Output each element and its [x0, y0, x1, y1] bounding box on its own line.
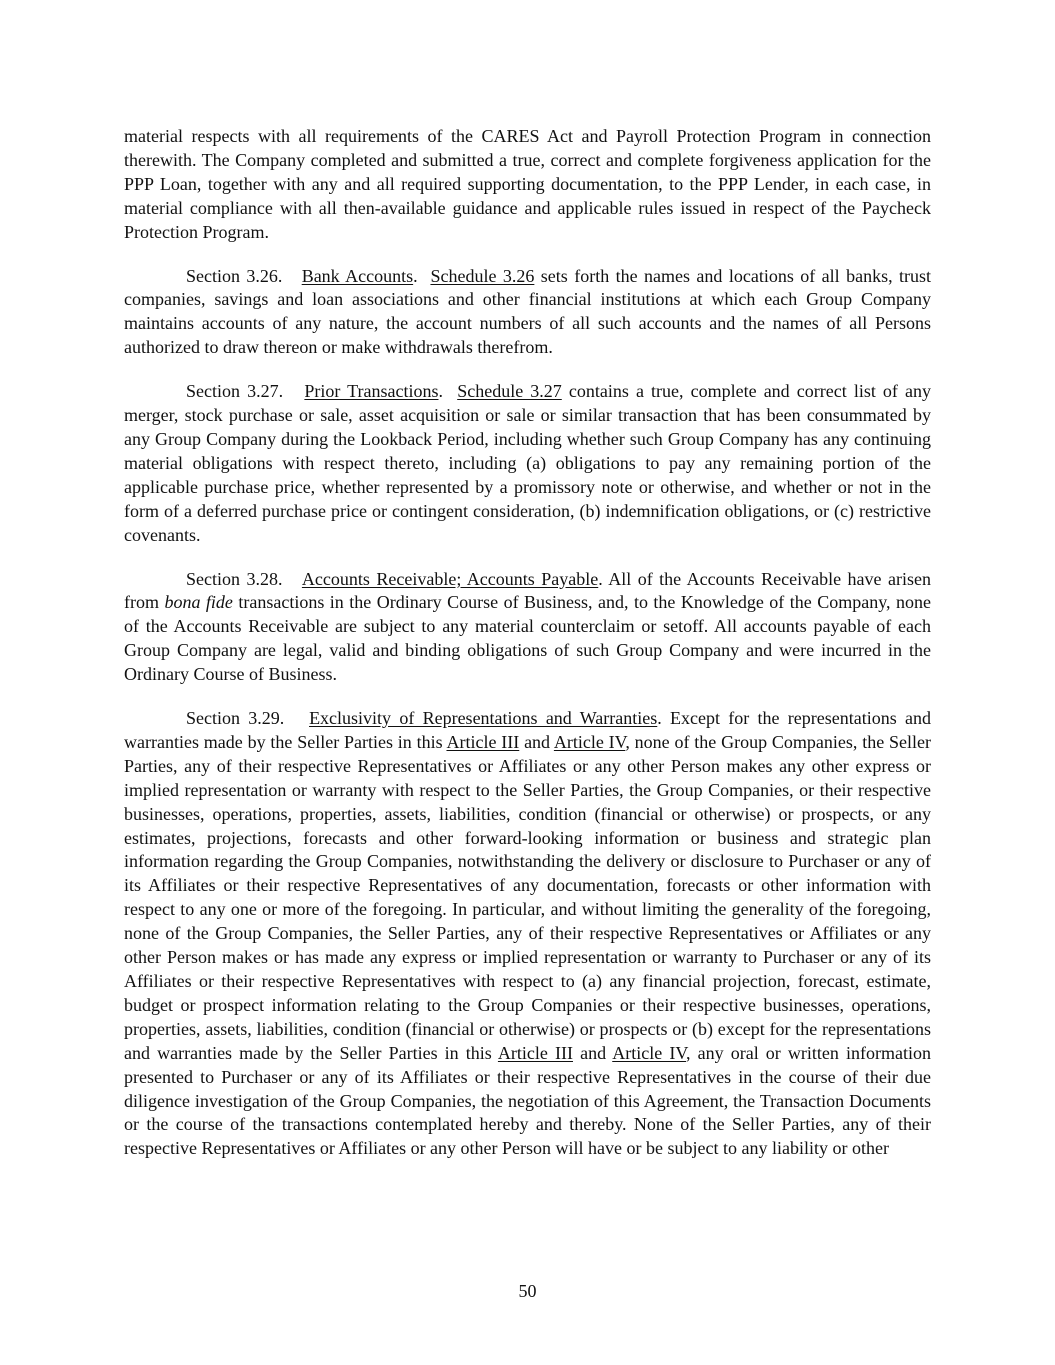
- schedule-reference: Schedule 3.26: [430, 265, 535, 286]
- section-number: Section 3.27.: [186, 381, 284, 402]
- section-text: sets forth the names and locations of all banks, trust companies, savings and loan associations and other financial institutions at which each Group Company maintains accounts of any nature, the account numbers of all such accounts and the names of all Persons authorized to draw thereon or make withdrawals therefrom.: [124, 265, 931, 358]
- section-heading: Exclusivity of Representations and Warranties: [309, 708, 658, 729]
- article-reference: Article III: [446, 731, 520, 752]
- section-heading: Accounts Receivable; Accounts Payable: [301, 568, 599, 589]
- section-number: Section 3.29.: [186, 708, 285, 729]
- section-3-27: Section 3.27. Prior Transactions. Schedule 3.27 contains a true, complete and correct list of any merger, stock purchase or sale, asset acquisition or sale or similar transaction that has been consummated by any Group Company during the Lookback Period, including whether such Group Company has any continuing material obligations with respect thereto, including (a) obligations to pay any remaining portion of the applicable purchase price, whether represented by a promissory note or otherwise, and whether or not in the form of a deferred purchase price or contingent consideration, (b) indemnification obligations, or (c) restrictive covenants.: [124, 381, 932, 545]
- italic-term: bona fide: [164, 592, 233, 613]
- section-text: and: [519, 731, 554, 752]
- section-3-26: Section 3.26. Bank Accounts. Schedule 3.26 sets forth the names and locations of all banks, trust companies, savings and loan associations and other financial institutions at which each Group Company maintains accounts of any nature, the account numbers of all such accounts and the names of all Persons authorized to draw thereon or make withdrawals therefrom.: [124, 265, 931, 358]
- continuation-paragraph: [124, 125, 931, 245]
- section-3-28: Section 3.28. Accounts Receivable; Accounts Payable. All of the Accounts Receivable have arisen from bona fide transactions in the Ordinary Course of Business, and, to the Knowledge of the Company, none of the Accounts Receivable are subject to any material counterclaim or setoff. All accounts payable of each Group Company are legal, valid and binding obligations of such Group Company and were incurred in the Ordinary Course of Business.: [124, 568, 931, 685]
- article-reference: Article IV: [553, 731, 626, 752]
- page-number: 50: [518, 1281, 537, 1301]
- section-heading: Bank Accounts: [301, 265, 414, 286]
- section-number: Section 3.28.: [186, 568, 283, 589]
- section-text: and: [573, 1042, 613, 1063]
- article-reference: Article IV: [612, 1042, 686, 1063]
- section-text: , none of the Group Companies, the Seller Parties, any of their respective Representatives or Affiliates or any other Person makes any other express or implied representation or warranty with respect to the Seller Parties, the Group Companies, or their respective businesses, operations, properties, assets, liabilities, condition (financial or otherwise) or prospects, or any estimates, projections, forecasts and other forward-looking information or business and strategic plan information regarding the Group Companies, notwithstanding the delivery or disclosure to Purchaser or any of its Affiliates or their respective Representatives of any documentation, forecasts or other information with respect to any one or more of the foregoing. In particular, and without limiting the generality of the foregoing, none of the Group Companies, the Seller Parties, any of their respective Representatives or Affiliates or any other Person makes or has made any express or implied representation or warranty to Purchaser or any of its Affiliates or their respective Representatives with respect to (a) any financial projection, forecast, estimate, budget or prospect information relating to the Group Companies or their respective businesses, operations, properties, assets, liabilities, condition (financial or otherwise) or prospects or (b) except for the representations and warranties made by the Seller Parties in this: [124, 731, 932, 1063]
- section-3-29: Section 3.29. Exclusivity of Representations and Warranties. Except for the representations and warranties made by the Seller Parties in this Article III and Article IV, none of the Group Companies, the Seller Parties, any of their respective Representatives or Affiliates or any other Person makes any other express or implied representation or warranty with respect to the Seller Parties, the Group Companies, or their respective businesses, operations, properties, assets, liabilities, condition (financial or otherwise) or prospects, or any estimates, projections, forecasts and other forward-looking information or business and strategic plan information regarding the Group Companies, notwithstanding the delivery or disclosure to Purchaser or any of its Affiliates or their respective Representatives of any documentation, forecasts or other information with respect to any one or more of the foregoing. In particular, and without limiting the generality of the foregoing, none of the Group Companies, the Seller Parties, any of their respective Representatives or Affiliates or any other Person makes or has made any express or implied representation or warranty to Purchaser or any of its Affiliates or their respective Representatives with respect to (a) any financial projection, forecast, estimate, budget or prospect information relating to the Group Companies or their respective businesses, operations, properties, assets, liabilities, condition (financial or otherwise) or prospects or (b) except for the representations and warranties made by the Seller Parties in this Article III and Article IV, any oral or written information presented to Purchaser or any of its Affiliates or their respective Representatives in the course of their due diligence investigation of the Group Companies, the negotiation of this Agreement, the Transaction Documents or the course of the transactions contemplated hereby and thereby. None of the Seller Parties, any of their respective Representatives or Affiliates or any other Person will have or be subject to any liability or other: [124, 708, 932, 1159]
- section-text: All of the Accounts Receivable have arisen from: [124, 568, 931, 613]
- article-reference: Article III: [497, 1042, 573, 1063]
- section-text: contains a true, complete and correct list of any merger, stock purchase or sale, asset acquisition or sale or similar transaction that has been consummated by any Group Company during the Lookback Period, including whether such Group Company has any continuing material obligations with respect thereto, including (a) obligations to pay any remaining portion of the applicable purchase price, whether represented by a promissory note or otherwise, and whether or not in the form of a deferred purchase price or contingent consideration, (b) indemnification obligations, or (c) restrictive covenants.: [124, 381, 932, 545]
- section-text: Except for the representations and warranties made by the Seller Parties in this: [124, 708, 931, 752]
- section-number: Section 3.26.: [186, 265, 283, 286]
- section-heading: Prior Transactions: [304, 381, 439, 402]
- section-text: , any oral or written information presented to Purchaser or any of its Affiliates or their respective Representatives in the course of their due diligence investigation of the Group Companies, the negotiation of this Agreement, the Transaction Documents or the course of the transactions contemplated hereby and thereby. None of the Seller Parties, any of their respective Representatives or Affiliates or any other Person will have or be subject to any liability or other: [124, 1042, 931, 1159]
- schedule-reference: Schedule 3.27: [457, 381, 562, 402]
- section-text: transactions in the Ordinary Course of Business, and, to the Knowledge of the Company, none of the Accounts Receivable are subject to any material counterclaim or setoff. All accounts payable of each Group Company are legal, valid and binding obligations of such Group Company and were incurred in the Ordinary Course of Business.: [124, 592, 931, 685]
- document-body: [124, 125, 931, 1181]
- continuation-text: material respects with all requirements of the CARES Act and Payroll Protection Program in connection therewith. The Company completed and submitted a true, correct and complete forgiveness application for the PPP Loan, together with any and all required supporting documentation, to the PPP Lender, in each case, in material compliance with all then-available guidance and applicable rules issued in respect of the Paycheck Protection Program.: [124, 126, 931, 242]
